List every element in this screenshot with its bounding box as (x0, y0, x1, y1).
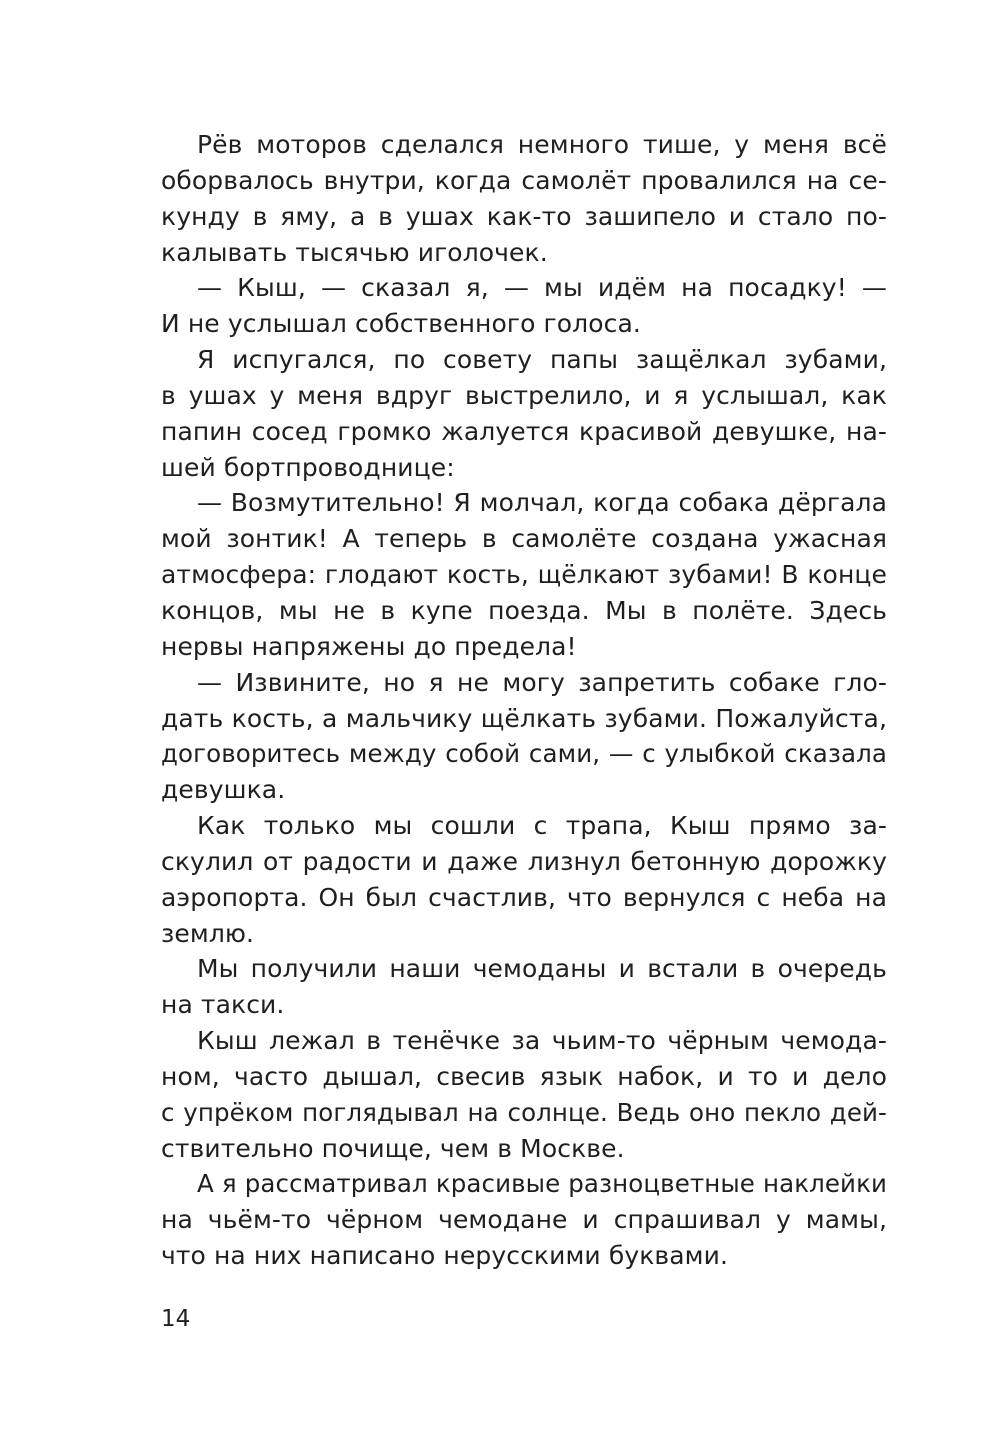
text-line: — Кыш, — сказал я, — мы идём на посадку! — (197, 273, 887, 303)
text-line: ном, часто дышал, свесив язык набок, и то и дело (161, 1061, 887, 1091)
text-line: на такси. (161, 990, 285, 1020)
text-line: Рёв моторов сделался немного тише, у меня всё (197, 130, 887, 159)
text-line: кунду в яму, а в ушах как-то зашипело и стало по- (161, 201, 887, 231)
text-line: И не услышал собственного голоса. (161, 309, 641, 339)
text-line: концов, мы не в купе поезда. Мы в полёте. Здесь (161, 595, 887, 625)
text-line: что на них написано нерусскими буквами. (161, 1241, 729, 1271)
text-line: атмосфера: глодают кость, щёлкают зубами! В конце (161, 560, 887, 590)
text-line: шей бортпроводнице: (161, 452, 455, 482)
text-line: землю. (161, 918, 255, 948)
text-line: ствительно почище, чем в Москве. (161, 1133, 625, 1163)
text-line: на чьём-то чёрном чемодане и спрашивал у мамы, (161, 1205, 887, 1235)
text-line: Я испугался, по совету папы защёлкал зубами, (197, 345, 887, 375)
text-line: договоритесь между собой сами, — с улыбкой сказала (161, 739, 887, 769)
text-line: дать кость, а мальчику щёлкать зубами. Пожалуйста, (161, 703, 887, 733)
text-line: папин сосед громко жалуется красивой девушке, на- (161, 416, 887, 446)
page-number: 14 (161, 1306, 191, 1332)
text-line: с упрёком поглядывал на солнце. Ведь оно пекло дей- (161, 1097, 887, 1127)
text-line: оборвалось внутри, когда самолёт провалился на се- (161, 165, 887, 195)
text-line: Как только мы сошли с трапа, Кыш прямо за- (197, 811, 887, 841)
text-line: — Извините, но я не могу запретить собаке гло- (197, 667, 887, 697)
text-line: в ушах у меня вдруг выстрелило, и я услышал, как (161, 380, 887, 410)
text-line: А я рассматривал красивые разноцветные наклейки (197, 1169, 887, 1199)
body-text (161, 127, 887, 1274)
text-line: мой зонтик! А теперь в самолёте создана ужасная (161, 524, 887, 554)
text-line: Кыш лежал в тенёчке за чьим-то чёрным чемода- (197, 1026, 887, 1056)
text-line: нервы напряжены до предела! (161, 631, 577, 661)
text-line: скулил от радости и даже лизнул бетонную дорожку (161, 846, 887, 876)
text-line: калывать тысячью иголочек. (161, 237, 548, 267)
text-line: аэропорта. Он был счастлив, что вернулся с неба на (161, 882, 887, 912)
text-line: девушка. (161, 775, 286, 805)
text-line: — Возмутительно! Я молчал, когда собака дёргала (197, 488, 887, 518)
text-line: Мы получили наши чемоданы и встали в очередь (197, 954, 887, 984)
